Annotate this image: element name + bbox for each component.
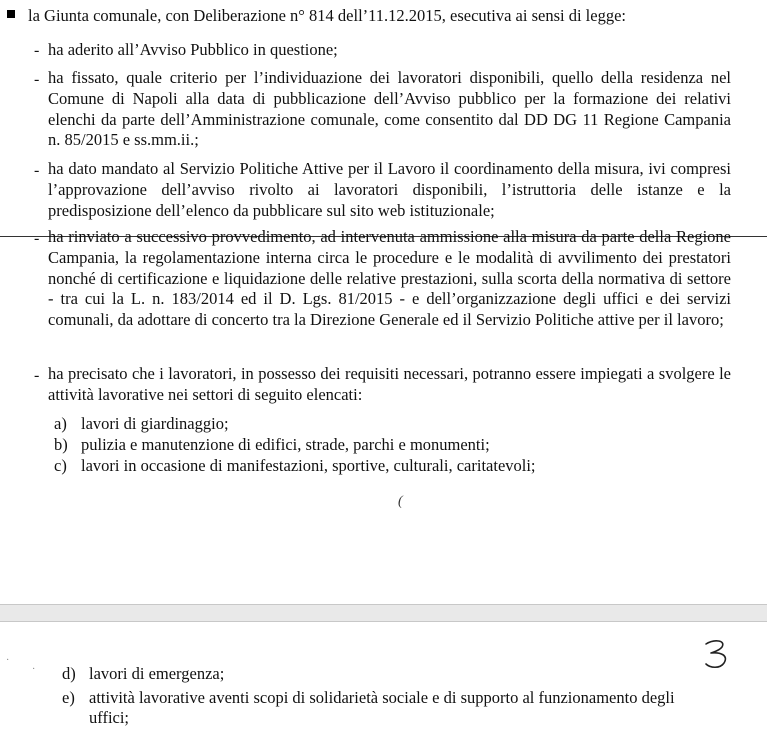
dash-marker: - <box>34 71 40 88</box>
bullet-square <box>7 10 15 18</box>
list-marker: d) <box>62 664 76 683</box>
list-item-e <box>62 688 675 708</box>
dash-item-4: ha rinviato a successivo provvedimento, ad intervenuta ammissione alla misura da parte della Regione Campania, la regolamentazione interna circa le procedure e le modalità di avvilimento dei prestatori nonché di certificazione e liquidazione delle relative prestazioni, sulla scorta della normativa di settore - tra cui la L. n. 183/2014 ed il D. Lgs. 81/2015 - e dell’organizzazione degli uffici e dei servizi comunali, da adottare di concerto tra la Direzione Generale ed il Servizio Politiche attive per il lavoro; <box>48 227 731 330</box>
list-marker: b) <box>54 435 68 454</box>
dash-item-2: ha fissato, quale criterio per l’individuazione dei lavoratori disponibili, quello della residenza nel Comune di Napoli alla data di pubblicazione dell’Avviso pubblico per la formazione dei relativi elenchi da parte dell’Amministrazione comunale, come consentito dal DD DG 11 Regione Campania n. 85/2015 e ss.mm.ii.; <box>48 68 731 150</box>
page-break-divider <box>0 604 767 622</box>
list-item-c <box>54 456 536 476</box>
dash-marker: - <box>34 42 40 59</box>
list-item-text: pulizia e manutenzione di edifici, strade, parchi e monumenti; <box>81 435 490 454</box>
dash-marker: - <box>34 367 40 384</box>
handwritten-page-number <box>700 623 736 672</box>
list-item-text: lavori di giardinaggio; <box>81 414 229 433</box>
dash-item-5: ha precisato che i lavoratori, in possesso dei requisiti necessari, potranno essere impiegati a svolgere le attività lavorative nei settori di seguito elencati: <box>48 364 731 404</box>
list-item-text: uffici; <box>89 708 130 727</box>
scan-speck: · <box>6 655 10 666</box>
list-item-e-continuation <box>62 708 129 728</box>
list-item-text: attività lavorative aventi scopi di solidarietà sociale e di supporto al funzionamento degli <box>89 688 675 707</box>
list-item-d <box>62 664 224 684</box>
stray-pen-mark: ( <box>398 494 403 509</box>
dash-item-1: ha aderito all’Avviso Pubblico in questione; <box>48 40 338 59</box>
list-item-text: lavori di emergenza; <box>89 664 225 683</box>
dash-marker: - <box>34 162 40 179</box>
list-item-b <box>54 435 490 455</box>
dash-item-3: ha dato mandato al Servizio Politiche Attive per il Lavoro il coordinamento della misura, ivi compresi l’approvazione dell’avviso rivolto ai lavoratori disponibili, l’istruttoria delle istanze e la predisposizione dell’elenco da pubblicare sul sito web istituzionale; <box>48 159 731 220</box>
list-marker: a) <box>54 414 67 433</box>
dash-marker: - <box>34 230 40 247</box>
page-number-label: 3 <box>700 623 708 640</box>
list-item-text: lavori in occasione di manifestazioni, sportive, culturali, caritatevoli; <box>81 456 536 475</box>
intro-paragraph: la Giunta comunale, con Deliberazione n° 814 dell’11.12.2015, esecutiva ai sensi di legge: <box>28 6 626 25</box>
list-marker: c) <box>54 456 67 475</box>
list-item-a <box>54 414 229 434</box>
scan-speck: · <box>32 664 36 675</box>
list-marker: e) <box>62 688 75 707</box>
